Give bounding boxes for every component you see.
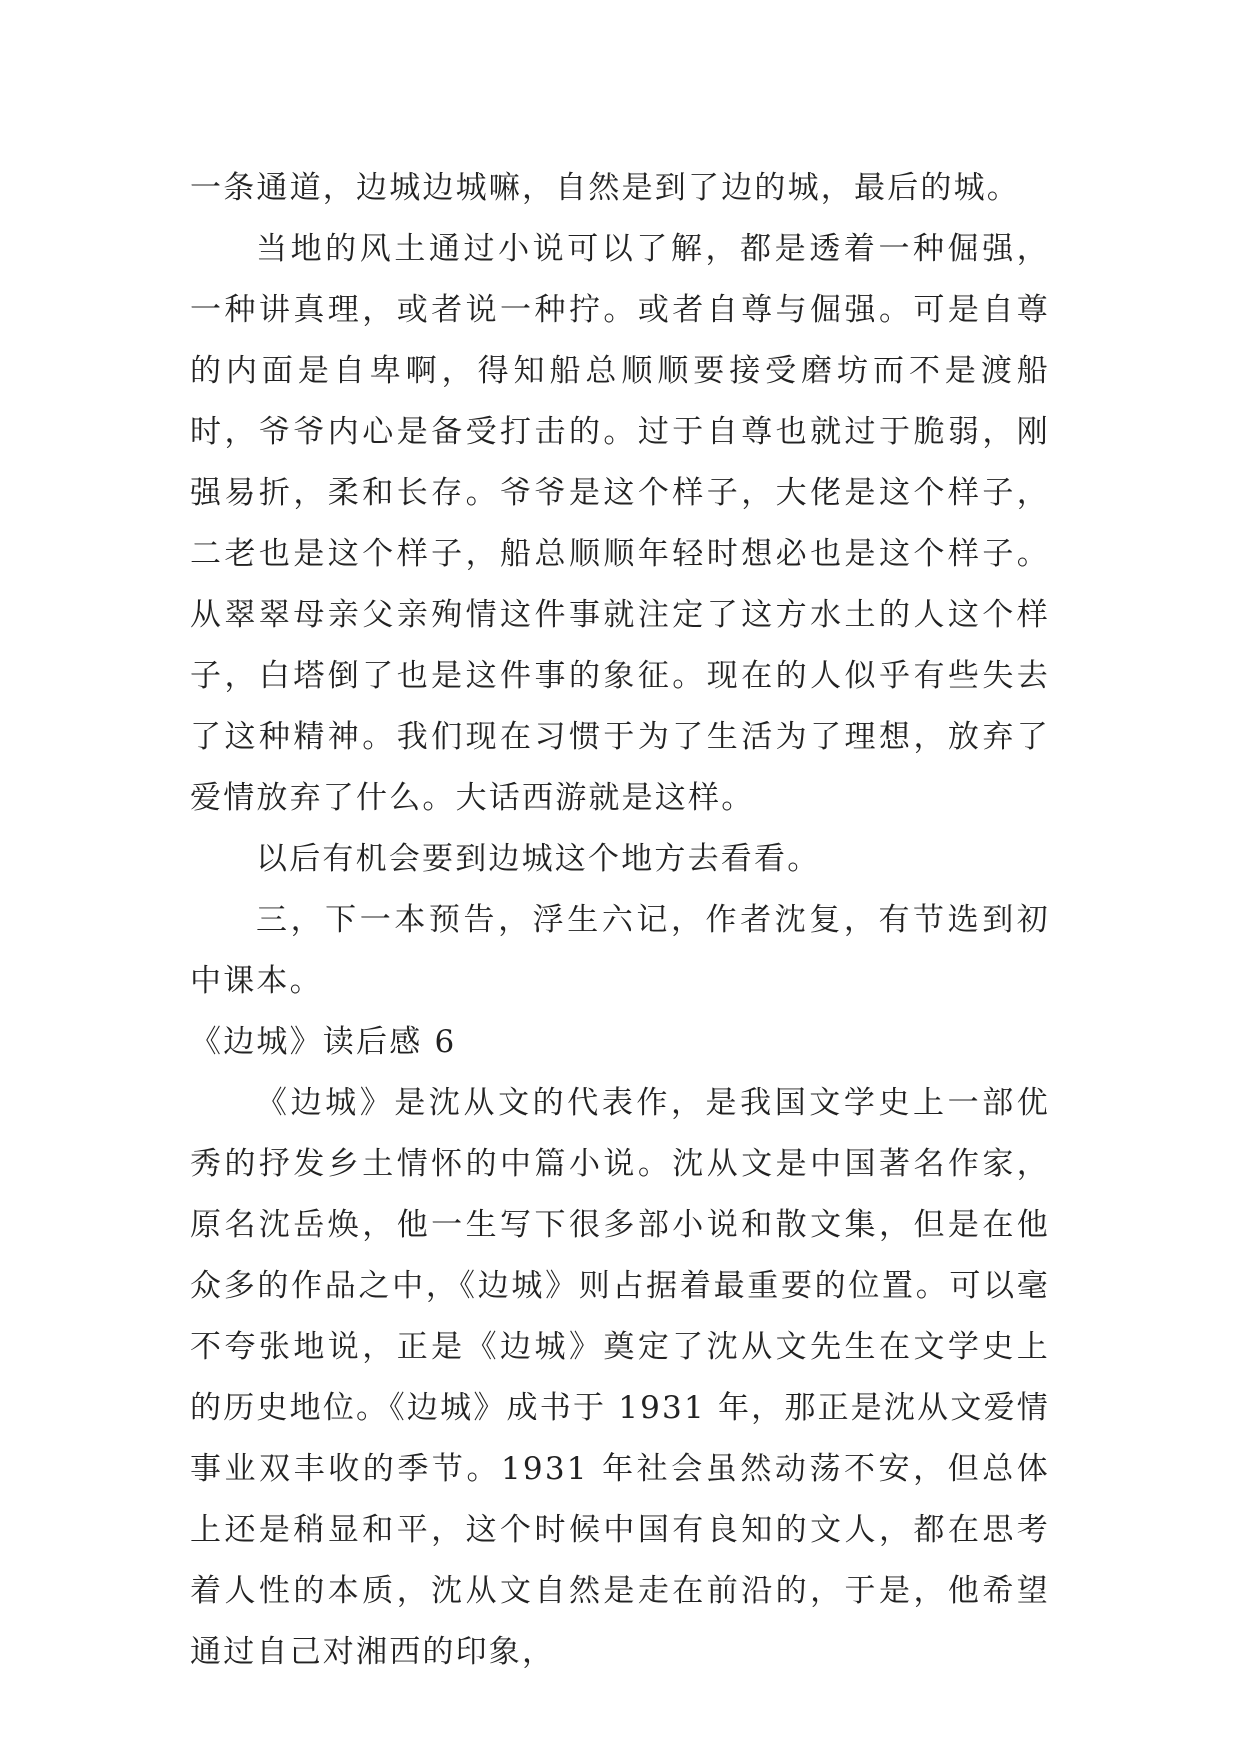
section-heading: 《边城》读后感 6 bbox=[190, 1024, 457, 1060]
paragraph-4: 三，下一本预告，浮生六记，作者沈复，有节选到初中课本。 bbox=[190, 902, 1050, 999]
document-body bbox=[190, 158, 1050, 1683]
paragraph-1: 一条通道，边城边城嘛，自然是到了边的城，最后的城。 bbox=[190, 170, 1020, 206]
paragraph-3: 以后有机会要到边城这个地方去看看。 bbox=[256, 841, 821, 877]
paragraph-2: 当地的风土通过小说可以了解，都是透着一种倔强，一种讲真理，或者说一种拧。或者自尊与倔强。可是自尊的内面是自卑啊，得知船总顺顺要接受磨坊而不是渡船时，爷爷内心是备受打击的。过于自尊也就过于脆弱，刚强易折，柔和长存。爷爷是这个样子，大佬是这个样子，二老也是这个样子，船总顺顺年轻时想必也是这个样子。从翠翠母亲父亲殉情这件事就注定了这方水土的人这个样子，白塔倒了也是这件事的象征。现在的人似乎有些失去了这种精神。我们现在习惯于为了生活为了理想，放弃了爱情放弃了什么。大话西游就是这样。 bbox=[190, 231, 1050, 816]
paragraph-5: 《边城》是沈从文的代表作，是我国文学史上一部优秀的抒发乡土情怀的中篇小说。沈从文是中国著名作家，原名沈岳焕，他一生写下很多部小说和散文集，但是在他众多的作品之中，《边城》则占据着最重要的位置。可以毫不夸张地说，正是《边城》奠定了沈从文先生在文学史上的历史地位。《边城》成书于 1931 年，那正是沈从文爱情事业双丰收的季节。1931 年社会虽然动荡不安，但总体上还是稍显和平，这个时候中国有良知的文人，都在思考着人性的本质，沈从文自然是走在前沿的，于是，他希望通过自己对湘西的印象， bbox=[190, 1085, 1050, 1670]
